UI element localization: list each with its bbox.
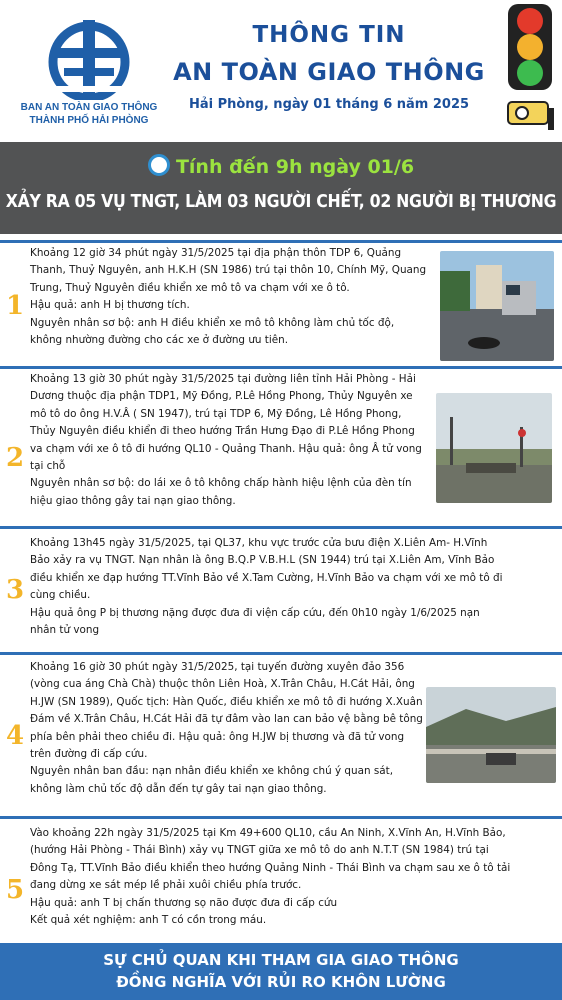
- incident-number: 3: [5, 575, 25, 605]
- incident-number: 4: [5, 721, 25, 751]
- incident-1: [0, 240, 562, 366]
- org-name-line2: THÀNH PHỐ HẢI PHÒNG: [29, 115, 149, 126]
- header: [0, 0, 562, 142]
- speed-camera-icon: [504, 98, 556, 134]
- incident-photo: [440, 251, 554, 361]
- footer-slogan: [0, 943, 562, 1000]
- incident-text: Khoảng 13 giờ 30 phút ngày 31/5/2025 tại đường liên tỉnh Hải Phòng - Hải Dương thuộc địa phận TDP1, Mỹ Đồng, P.Lê Hồng Phong, Thủy Nguyên xe mô tô do ông H.V.Â ( SN 1947), trú tại TDP 6, Mỹ Đồng, Lê Hồng Phong, Thủy Nguyên điều khiển đi theo hướng Trần Hưng Đạo đi P.Lê Hồng Phong va chạm với xe ô tô đi hướng QL10 - Quảng Thanh. Hậu quả: ông Â tử vong tại chỗ Nguyên nhân sơ bộ: do lái xe ô tô không chấp hành hiệu lệnh của đèn tín hiệu giao thông gây tai nạn giao thông.: [30, 373, 422, 507]
- incident-2: [0, 366, 562, 526]
- dateline: Hải Phòng, ngày 01 tháng 6 năm 2025: [188, 97, 470, 112]
- summary-banner: [0, 142, 562, 234]
- incident-text: Khoảng 12 giờ 34 phút ngày 31/5/2025 tại địa phận thôn TDP 6, Quảng Thanh, Thuỷ Nguyên, anh H.K.H (SN 1986) trú tại thôn 10, Chính Mỹ, Quang Trung, Thuỷ Nguyên điều khiển xe mô tô va chạm với xe ô tô. Hậu quả: anh H bị thương tích. Nguyên nhân sơ bộ: anh H điều khiển xe mô tô không làm chủ tốc độ, không nhường đường cho các xe ở đường ưu tiên.: [30, 247, 427, 347]
- footer-line2: ĐỒNG NGHĨA VỚI RỦI RO KHÔN LƯỜNG: [116, 973, 446, 991]
- incident-photo: [426, 687, 556, 783]
- org-name-line1: BAN AN TOÀN GIAO THÔNG: [20, 102, 158, 113]
- incident-number: 5: [5, 875, 25, 905]
- yellow-light: [517, 34, 543, 60]
- traffic-light-icon: [508, 4, 552, 90]
- org-logo: [14, 18, 164, 130]
- footer-line1: SỰ CHỦ QUAN KHI THAM GIA GIAO THÔNG: [103, 951, 459, 969]
- title-line2: AN TOÀN GIAO THÔNG: [173, 58, 485, 86]
- incident-3: [0, 526, 562, 652]
- green-light: [517, 60, 543, 86]
- incident-4: [0, 652, 562, 816]
- incident-number: 1: [5, 291, 25, 321]
- incident-text: Khoảng 13h45 ngày 31/5/2025, tại QL37, khu vực trước cửa bưu điện X.Liên Am- H.Vĩnh Bảo xảy ra vụ TNGT. Nạn nhân là ông B.Q.P V.B.H.L (SN 1944) trú tại X.Liên Am, Vĩnh Bảo điều khiển xe đạp hướng TT.Vĩnh Bảo về X.Tam Cường, H.Vĩnh Bảo va chạm với xe mô tô đi cùng chiều. Hậu quả ông P bị thương nặng được đưa đi viện cấp cứu, đến 0h10 ngày 1/6/2025 nạn nhân tử vong: [30, 537, 503, 637]
- logo-emblem-icon: [42, 18, 136, 100]
- incident-number: 2: [5, 443, 25, 473]
- incident-text: Vào khoảng 22h ngày 31/5/2025 tại Km 49+600 QL10, cầu An Ninh, X.Vĩnh An, H.Vĩnh Bảo, (hướng Hải Phòng - Thái Bình) xảy vụ TNGT giữa xe mô tô do anh N.T.T (SN 1984) trú tại Đông Tạ, TT.Vĩnh Bảo điều khiển theo hướng Quảng Ninh - Thái Bình va chạm sau xe ô tô tải đang dừng xe sát mép lề phải xuôi chiều phía trước. Hậu quả: anh T bị chấn thương sọ não được đưa đi cấp cứu Kết quả xét nghiệm: anh T có cồn trong máu.: [30, 827, 511, 927]
- incident-5: [0, 816, 562, 943]
- red-light: [517, 8, 543, 34]
- banner-subtitle: Tính đến 9h ngày 01/6: [175, 156, 415, 178]
- banner-headline: XẢY RA 05 VỤ TNGT, LÀM 03 NGƯỜI CHẾT, 02 NGƯỜI BỊ THƯƠNG: [5, 192, 557, 212]
- incident-text: Khoảng 16 giờ 30 phút ngày 31/5/2025, tại tuyến đường xuyên đảo 356 (vòng cua áng Chà Chà) thuộc thôn Liên Hoà, X.Trân Châu, H.Cát Hải, ông H.JW (SN 1989), Quốc tịch: Hàn Quốc, điều khiển xe mô tô đi hướng X.Xuân Đám về X.Trân Châu, H.Cát Hải đã tự đâm vào lan can bảo vệ bằng bê tông phía bên phải theo chiều đi. Hậu quả: ông H.JW bị thương và đã tử vong trên đường đi cấp cứu. Nguyên nhân ban đầu: nạn nhân điều khiển xe không chú ý quan sát, không làm chủ tốc độ dẫn đến tự gây tai nạn giao thông.: [30, 661, 423, 795]
- incident-photo: [436, 393, 552, 503]
- title-line1: THÔNG TIN: [252, 22, 406, 48]
- alarm-clock-icon: [148, 154, 170, 176]
